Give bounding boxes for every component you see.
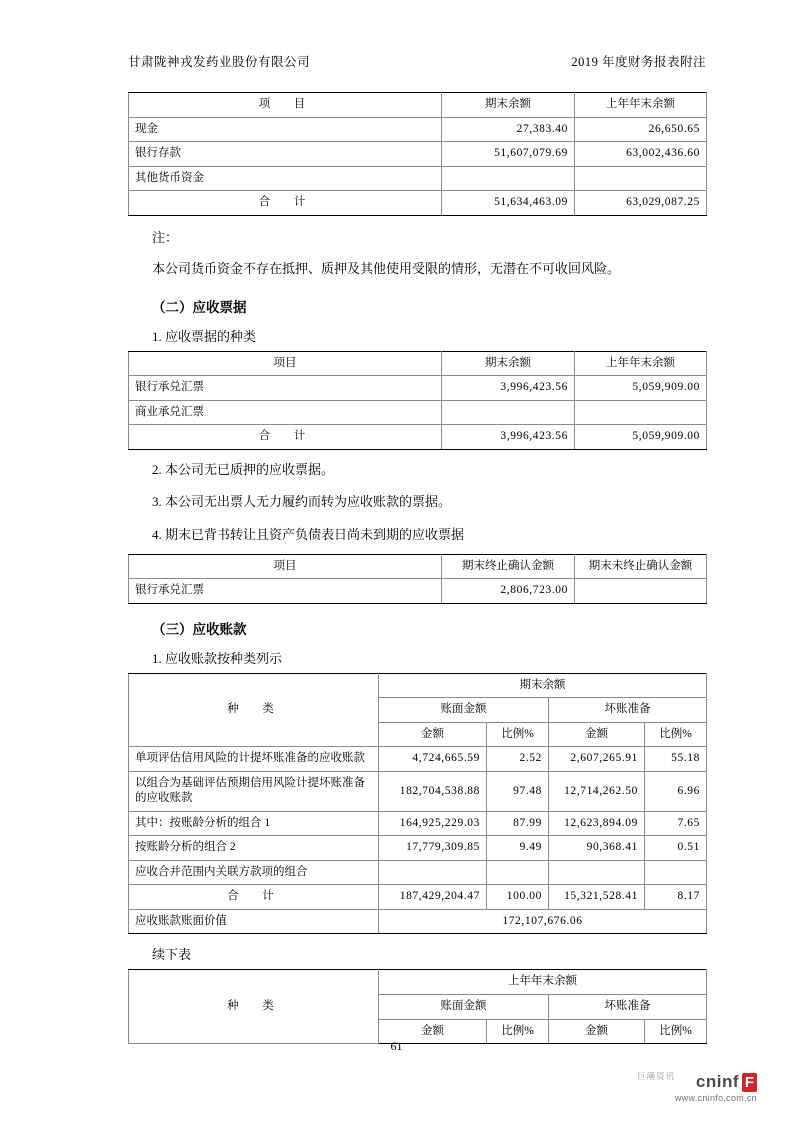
rcv-col-category: 种 类	[129, 673, 379, 747]
cash-total-prev: 63,029,087.25	[575, 191, 707, 216]
rcv-row-2-book-amount: 164,925,229.03	[379, 811, 487, 836]
rcv-total-book-amount: 187,429,204.47	[379, 885, 487, 910]
rcv-row-2-bad-amount: 12,623,894.09	[549, 811, 645, 836]
table-row	[129, 579, 707, 604]
rcvc-group-header: 上年年末余额	[379, 970, 707, 995]
cash-row-1-prev: 63,002,436.60	[575, 142, 707, 167]
rcv-row-1-bad-amount: 12,714,262.50	[549, 771, 645, 811]
rcv-leaf-bad-amount: 金额	[549, 722, 645, 747]
table-header-row	[129, 554, 707, 579]
cash-col-item: 项 目	[129, 93, 442, 118]
nr-total-end: 3,996,423.56	[442, 425, 575, 450]
rcv-group-header: 期末余额	[379, 673, 707, 698]
rcv-row-4-bad-amount	[549, 860, 645, 885]
cash-table	[128, 92, 707, 216]
nr-col-end: 期末余额	[442, 351, 575, 376]
rcvc-leaf-bad-amount: 金额	[549, 1019, 645, 1044]
nr-col-prev: 上年年末余额	[575, 351, 707, 376]
nr-row-1-prev	[575, 400, 707, 425]
rcv-row-2-book-pct: 87.99	[487, 811, 549, 836]
rcvc-sub-book: 账面金额	[379, 995, 549, 1020]
table-header-row	[129, 93, 707, 118]
en-row-0-prev	[575, 579, 707, 604]
notes-receivable-point-3: 3. 本公司无出票人无力履约而转为应收账款的票据。	[152, 494, 452, 510]
brand-main	[696, 1073, 757, 1092]
cash-total-label: 合 计	[129, 191, 442, 216]
rcv-row-4-book-amount	[379, 860, 487, 885]
receivables-table	[128, 673, 707, 935]
table-header-row	[129, 351, 707, 376]
endorsed-notes-table-wrap	[128, 554, 706, 604]
cash-row-0-prev: 26,650.65	[575, 117, 707, 142]
page-content	[128, 88, 706, 1044]
nr-row-1-end	[442, 400, 575, 425]
nr-total-label: 合 计	[129, 425, 442, 450]
en-col-item: 项目	[129, 554, 442, 579]
table-header-row	[129, 970, 707, 995]
brand-url: www.cninfo.com.cn	[674, 1093, 757, 1104]
cash-row-0-end: 27,383.40	[442, 117, 575, 142]
rcv-net-label: 应收账款账面价值	[129, 909, 379, 934]
rcv-sub-book: 账面金额	[379, 698, 549, 723]
table-row	[129, 142, 707, 167]
notes-receivable-table-wrap	[128, 351, 706, 450]
table-total-row	[129, 885, 707, 910]
rcv-row-1-category: 以组合为基础评估预期信用风险计提坏账准备的应收账款	[129, 771, 379, 811]
rcv-row-3-bad-amount: 90,368.41	[549, 836, 645, 861]
rcv-row-1-book-pct: 97.48	[487, 771, 549, 811]
table-total-row	[129, 191, 707, 216]
brand-mark-icon: F	[742, 1073, 757, 1092]
table-row	[129, 771, 707, 811]
rcvc-sub-bad: 坏账准备	[549, 995, 707, 1020]
rcv-row-2-category: 其中：按账龄分析的组合 1	[129, 811, 379, 836]
nr-col-item: 项目	[129, 351, 442, 376]
header-doc-title: 2019 年度财务报表附注	[571, 55, 706, 69]
rcv-total-bad-amount: 15,321,528.41	[549, 885, 645, 910]
page-header	[128, 52, 706, 70]
rcv-row-3-book-pct: 9.49	[487, 836, 549, 861]
table-row	[129, 117, 707, 142]
rcv-total-label: 合 计	[129, 885, 379, 910]
rcv-leaf-book-pct: 比例%	[487, 722, 549, 747]
table-row	[129, 166, 707, 191]
rcv-row-4-category: 应收合并范围内关联方款项的组合	[129, 860, 379, 885]
cash-col-end: 期末余额	[442, 93, 575, 118]
table-row	[129, 836, 707, 861]
rcv-row-0-category: 单项评估信用风险的计提坏账准备的应收账款	[129, 747, 379, 772]
section-heading-notes-receivable: （二）应收票据	[152, 299, 247, 315]
notes-receivable-table	[128, 351, 707, 450]
en-col-not-derecognized: 期末未终止确认金额	[575, 554, 707, 579]
rcv-row-1-bad-pct: 6.96	[645, 771, 707, 811]
table-row	[129, 860, 707, 885]
note-text: 本公司货币资金不存在抵押、质押及其他使用受限的情形，无潜在不可收回风险。	[152, 260, 621, 276]
rcv-leaf-bad-pct: 比例%	[645, 722, 707, 747]
rcv-row-4-book-pct	[487, 860, 549, 885]
table-row	[129, 400, 707, 425]
table-row	[129, 909, 707, 934]
rcv-total-bad-pct: 8.17	[645, 885, 707, 910]
header-company: 甘肃陇神戎发药业股份有限公司	[128, 55, 311, 69]
nr-row-0-prev: 5,059,909.00	[575, 376, 707, 401]
note-label: 注：	[152, 229, 179, 245]
cash-row-2-end	[442, 166, 575, 191]
rcvc-leaf-bad-pct: 比例%	[645, 1019, 707, 1044]
rcv-net-value: 172,107,676.06	[379, 909, 707, 934]
brand-tagline: 巨潮资讯	[636, 1071, 675, 1081]
rcvc-leaf-book-amount: 金额	[379, 1019, 487, 1044]
rcv-row-3-category: 按账龄分析的组合 2	[129, 836, 379, 861]
brand-logo	[675, 1073, 757, 1104]
rcv-row-0-book-amount: 4,724,665.59	[379, 747, 487, 772]
rcv-row-3-bad-pct: 0.51	[645, 836, 707, 861]
rcv-total-book-pct: 100.00	[487, 885, 549, 910]
nr-row-1-item: 商业承兑汇票	[129, 400, 442, 425]
brand-name: cninf	[695, 1072, 739, 1092]
en-row-0-item: 银行承兑汇票	[129, 579, 442, 604]
nr-row-0-end: 3,996,423.56	[442, 376, 575, 401]
table-header-row	[129, 673, 707, 698]
receivables-cont-table-wrap	[128, 969, 706, 1044]
nr-row-0-item: 银行承兑汇票	[129, 376, 442, 401]
table-row	[129, 376, 707, 401]
cash-row-0-item: 现金	[129, 117, 442, 142]
section-sub-notes-receivable-1: 1. 应收票据的种类	[152, 328, 257, 344]
receivables-table-wrap	[128, 673, 706, 935]
rcv-row-0-book-pct: 2.52	[487, 747, 549, 772]
cash-row-2-prev	[575, 166, 707, 191]
endorsed-notes-table	[128, 554, 707, 604]
table-total-row	[129, 425, 707, 450]
nr-total-prev: 5,059,909.00	[575, 425, 707, 450]
cash-table-wrap	[128, 92, 706, 216]
rcvc-col-category: 种 类	[129, 970, 379, 1044]
cash-row-2-item: 其他货币资金	[129, 166, 442, 191]
rcvc-leaf-book-pct: 比例%	[487, 1019, 549, 1044]
rcv-row-0-bad-pct: 55.18	[645, 747, 707, 772]
cash-col-prev: 上年年末余额	[575, 93, 707, 118]
section-sub-receivables-1: 1. 应收账款按种类列示	[152, 650, 283, 666]
rcv-row-0-bad-amount: 2,607,265.91	[549, 747, 645, 772]
rcv-row-4-bad-pct	[645, 860, 707, 885]
rcv-leaf-book-amount: 金额	[379, 722, 487, 747]
receivables-cont-table	[128, 969, 707, 1044]
en-col-derecognized: 期末终止确认金额	[442, 554, 575, 579]
notes-receivable-point-2: 2. 本公司无已质押的应收票据。	[152, 461, 335, 477]
cash-row-1-item: 银行存款	[129, 142, 442, 167]
table-row	[129, 811, 707, 836]
en-row-0-end: 2,806,723.00	[442, 579, 575, 604]
page-number: 61	[390, 1039, 403, 1053]
rcv-row-3-book-amount: 17,779,309.85	[379, 836, 487, 861]
rcv-row-2-bad-pct: 7.65	[645, 811, 707, 836]
rcv-row-1-book-amount: 182,704,538.88	[379, 771, 487, 811]
notes-receivable-point-4: 4. 期末已背书转让且资产负债表日尚未到期的应收票据	[152, 527, 465, 543]
cash-row-1-end: 51,607,079.69	[442, 142, 575, 167]
cash-total-end: 51,634,463.09	[442, 191, 575, 216]
table-row	[129, 747, 707, 772]
section-heading-receivables: （三）应收账款	[152, 621, 247, 637]
rcv-sub-bad: 坏账准备	[549, 698, 707, 723]
continued-label: 续下表	[152, 947, 192, 963]
